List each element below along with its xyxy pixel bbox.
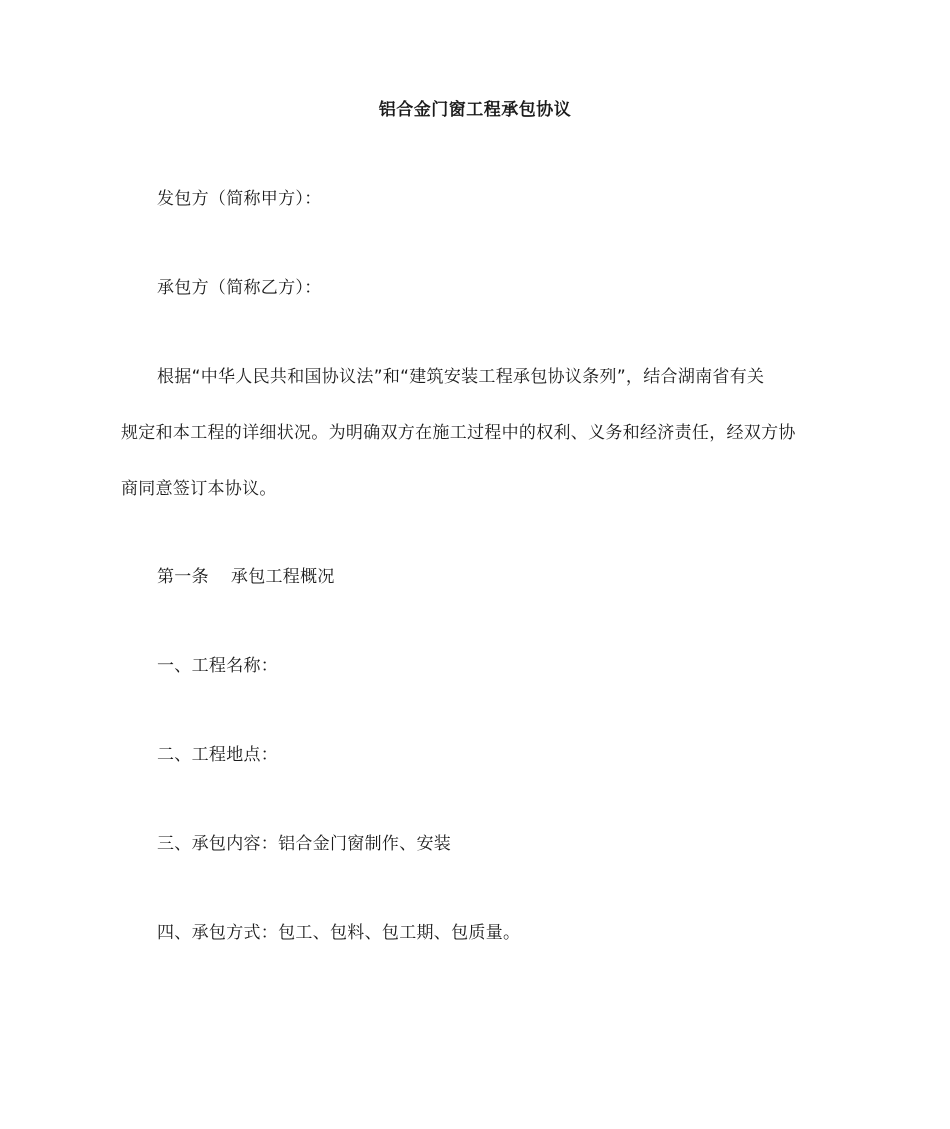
article-number: 第一条 — [157, 567, 209, 587]
item-project-name: 一、工程名称： — [157, 656, 279, 676]
document-title: 铝合金门窗工程承包协议 — [378, 100, 572, 120]
article-1-heading — [157, 565, 335, 589]
intro-line-1: 根据“中华人民共和国协议法”和“建筑安装工程承包协议条列”，结合湖南省有关 — [157, 367, 765, 387]
item-contract-content: 三、承包内容：铝合金门窗制作、安装 — [157, 834, 452, 854]
item-project-location: 二、工程地点： — [157, 745, 279, 765]
intro-line-2: 规定和本工程的详细状况。为明确双方在施工过程中的权利、义务和经济责任，经双方协 — [121, 423, 796, 443]
article-title: 承包工程概况 — [230, 567, 335, 587]
party-b-label: 承包方（简称乙方）： — [157, 278, 322, 298]
item-contract-method: 四、承包方式：包工、包料、包工期、包质量。 — [157, 923, 521, 943]
party-a-label: 发包方（简称甲方）： — [157, 189, 322, 209]
intro-line-3: 商同意签订本协议。 — [121, 479, 277, 499]
